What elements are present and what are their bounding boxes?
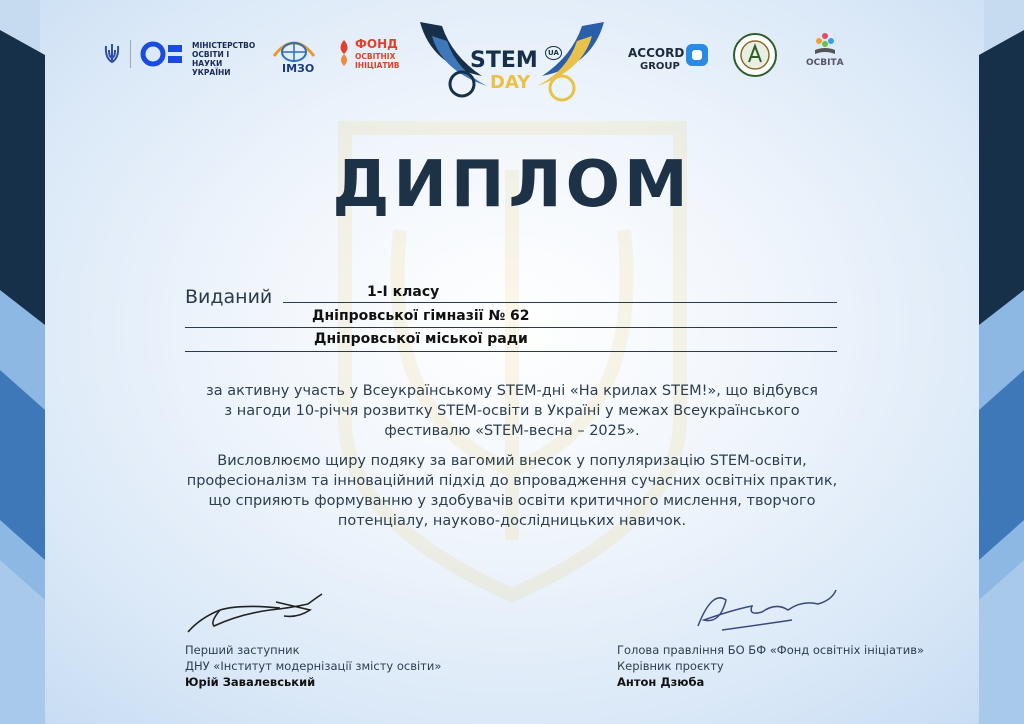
page-title: ДИПЛОМ [332, 148, 692, 222]
recipient-class: 1-І класу [367, 284, 440, 300]
osvita-name: ОСВІТА [806, 58, 844, 68]
fond-name-1: ФОНД [355, 37, 398, 51]
imzo-globe-icon [270, 36, 318, 62]
fond-name-2: ОСВІТНІХ [355, 52, 396, 61]
fill-line-3 [185, 351, 837, 352]
signatory-position: Перший заступник [185, 643, 300, 657]
fill-line-2 [185, 327, 837, 328]
osvita-book-icon [812, 30, 838, 56]
paragraph-line: професіоналізм та інноваційний підхід до впровадження сучасних освітніх практик, [186, 473, 838, 489]
fond-name-3: ІНІЦІАТИВ [355, 61, 400, 70]
stem-day-day: DAY [490, 72, 531, 93]
signature-right [692, 580, 842, 640]
signatory-right [617, 642, 924, 690]
school-seal-icon [732, 32, 778, 78]
signatory-name: Юрій Завалевський [185, 675, 316, 689]
partner-logos [0, 12, 1024, 112]
paragraph-line: фестивалю «STEM-весна – 2025». [384, 423, 640, 439]
paragraph-participation [170, 381, 854, 441]
signatory-left [185, 642, 441, 690]
paragraph-line: що сприяють формуванню у здобувачів освіти критичного мислення, творчого [208, 493, 816, 509]
paragraph-line: Висловлюємо щиру подяку за вагомий внесок у популяризацію STEM-освіти, [217, 453, 807, 469]
ministry-name: МІНІСТЕРСТВО ОСВІТИ І НАУКИ УКРАЇНИ [192, 41, 256, 77]
accord-logo-icon [684, 42, 710, 68]
stem-day-stem: STEM [470, 48, 538, 73]
recipient-council: Дніпровської міської ради [314, 331, 528, 347]
recipient-school: Дніпровської гімназії № 62 [312, 308, 530, 324]
paragraph-gratitude [170, 451, 854, 531]
fond-logo-icon [337, 38, 351, 68]
paragraph-line: за активну участь у Всеукраїнському STEM-дні «На крилах STEM!», що відбувся [205, 383, 819, 399]
paragraph-line: з нагоди 10-річчя розвитку STEM-освіти в Україні у межах Всеукраїнського [224, 403, 800, 419]
paragraph-line: потенціалу, науково-дослідницьких навичок. [337, 513, 687, 529]
signatory-position: Голова правління БО БФ «Фонд освітніх ініціатив» [617, 643, 925, 657]
signature-left [180, 588, 330, 640]
issued-label: Виданий [185, 286, 273, 308]
ukraine-trident-icon [104, 42, 120, 66]
signatory-name: Антон Дзюба [617, 675, 705, 689]
ministry-logo-icon [140, 40, 184, 68]
accord-name-2: GROUP [640, 61, 680, 72]
accord-name-1: ACCORD [628, 46, 685, 60]
imzo-name: ІМЗО [282, 62, 315, 75]
signatory-position: ДНУ «Інститут модернізації змісту освіти» [185, 659, 442, 673]
stem-day-badge: UA [545, 46, 562, 60]
fill-line-1 [283, 302, 837, 303]
signatory-position: Керівник проєкту [617, 659, 724, 673]
